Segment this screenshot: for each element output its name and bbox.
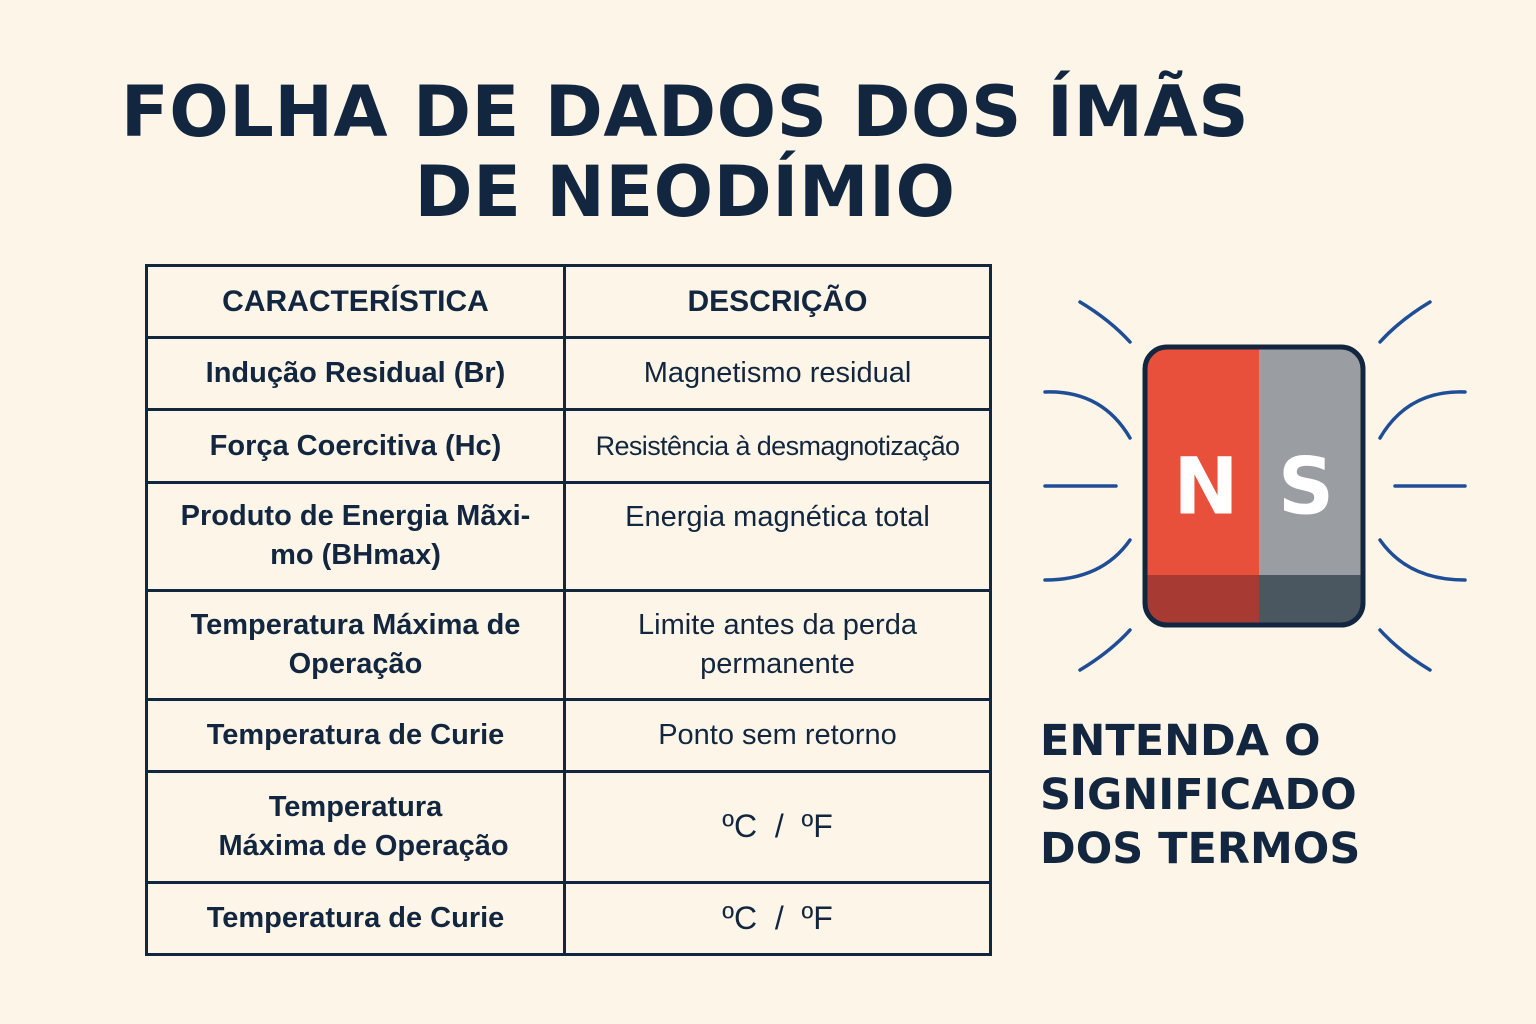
- bar-magnet-icon: [1030, 290, 1480, 680]
- description-cell: Energia magnética total: [565, 482, 991, 591]
- header-description: DESCRIÇÃO: [565, 266, 991, 338]
- table-row: [147, 882, 991, 954]
- feature-cell: Força Coercitiva (Hc): [147, 410, 565, 482]
- feature-cell: Temperatura de Curie: [147, 882, 565, 954]
- table-row: [147, 338, 991, 410]
- south-pole-label: S: [1277, 442, 1335, 533]
- table-row: [147, 482, 991, 591]
- call-to-action-text: [1040, 714, 1480, 876]
- feature-cell: Temperatura de Curie: [147, 699, 565, 771]
- feature-line: Temperatura Máxima de Operação: [190, 608, 521, 680]
- table-row: [147, 699, 991, 771]
- unit-cell: [565, 882, 991, 954]
- title-line-2: DE NEODÍMIO: [414, 151, 956, 233]
- feature-line: Temperatura Máxima de Operação: [218, 790, 509, 862]
- feature-cell: Indução Residual (Br): [147, 338, 565, 410]
- unit-text: ºC / ºF: [722, 899, 833, 936]
- description-line: Limite antes da perda permanente: [638, 608, 917, 680]
- table-header-row: [147, 266, 991, 338]
- north-pole-label: N: [1173, 442, 1239, 533]
- datasheet-table: [145, 264, 992, 956]
- table-row: [147, 410, 991, 482]
- unit-cell: [565, 772, 991, 883]
- feature-cell: [147, 772, 565, 883]
- description-cell: Resistência à desmagnotização: [565, 410, 991, 482]
- table-row: [147, 772, 991, 883]
- page-title: [120, 72, 1250, 232]
- feature-cell: [147, 482, 565, 591]
- header-feature: CARACTERÍSTICA: [147, 266, 565, 338]
- cta-line-3: DOS TERMOS: [1040, 824, 1361, 874]
- title-line-1: FOLHA DE DADOS DOS ÍMÃS: [120, 71, 1250, 153]
- cta-line-1: ENTENDA O: [1040, 716, 1321, 766]
- feature-cell: [147, 591, 565, 700]
- cta-line-2: SIGNIFICADO: [1040, 770, 1357, 820]
- feature-line: Produto de Energia Mãxi- mo (BHmax): [180, 500, 531, 572]
- description-cell: Magnetismo residual: [565, 338, 991, 410]
- description-cell: Ponto sem retorno: [565, 699, 991, 771]
- description-cell: [565, 591, 991, 700]
- unit-text: ºC / ºF: [722, 808, 833, 845]
- table-row: [147, 591, 991, 700]
